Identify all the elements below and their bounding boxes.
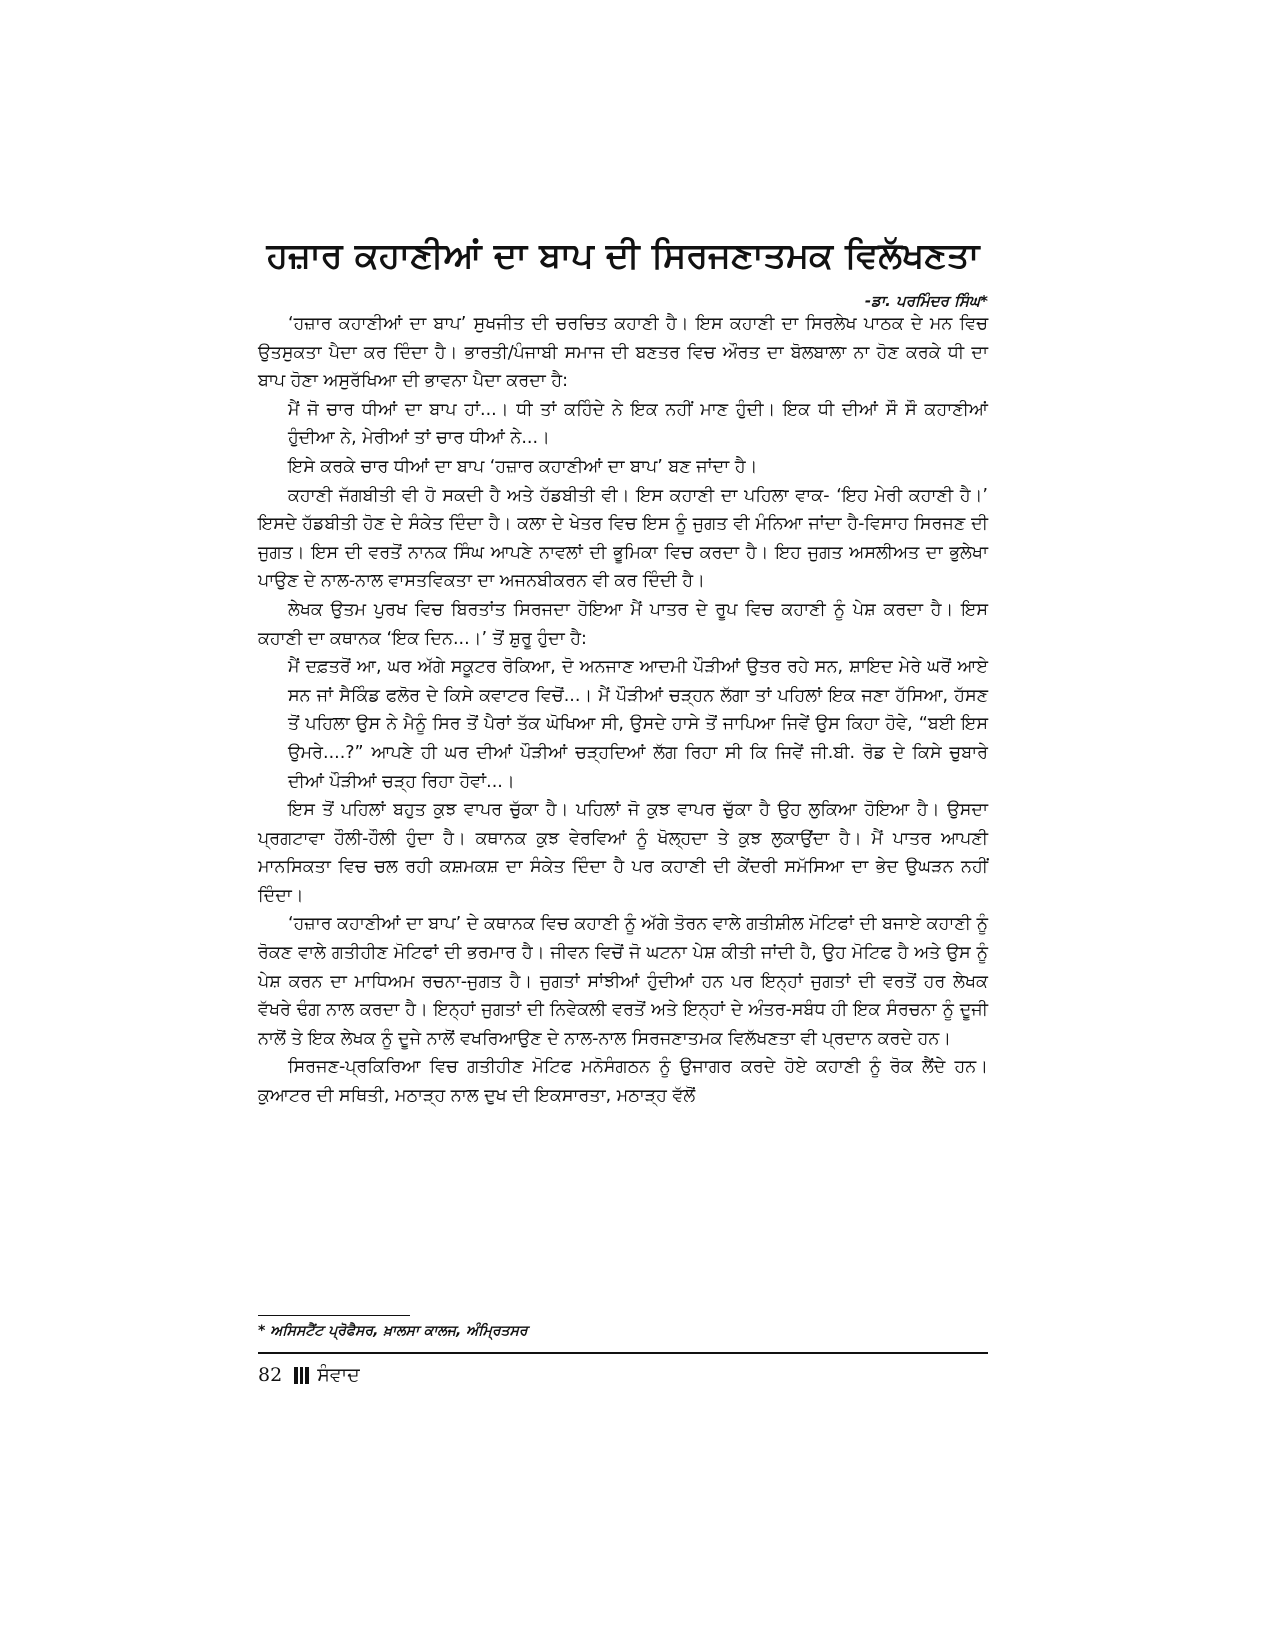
article-title: ਹਜ਼ਾਰ ਕਹਾਣੀਆਂ ਦਾ ਬਾਪ ਦੀ ਸਿਰਜਣਾਤਮਕ ਵਿਲੱਖਣਤਾ — [266, 236, 980, 276]
paragraph: ਲੇਖਕ ਉਤਮ ਪੁਰਖ ਵਿਚ ਬਿਰਤਾਂਤ ਸਿਰਜਦਾ ਹੋਇਆ ਮੈਂ ਪਾਤਰ ਦੇ ਰੂਪ ਵਿਚ ਕਹਾਣੀ ਨੂੰ ਪੇਸ਼ ਕਰਦਾ ਹੈ। ਇਸ ਕਹਾਣੀ ਦਾ ਕਥਾਨਕ ‘ਇਕ ਦਿਨ...।’ ਤੋਂ ਸ਼ੁਰੂ ਹੁੰਦਾ ਹੈ: — [258, 599, 988, 649]
paragraph: ਇਸ ਤੋਂ ਪਹਿਲਾਂ ਬਹੁਤ ਕੁਝ ਵਾਪਰ ਚੁੱਕਾ ਹੈ। ਪਹਿਲਾਂ ਜੋ ਕੁਝ ਵਾਪਰ ਚੁੱਕਾ ਹੈ ਉਹ ਲੁਕਿਆ ਹੋਇਆ ਹੈ। ਉਸਦਾ ਪ੍ਰਗਟਾਵਾ ਹੌਲੀ-ਹੌਲੀ ਹੁੰਦਾ ਹੈ। ਕਥਾਨਕ ਕੁਝ ਵੇਰਵਿਆਂ ਨੂੰ ਖੋਲ੍ਹਦਾ ਤੇ ਕੁਝ ਲੁਕਾਉਂਦਾ ਹੈ। ਮੈਂ ਪਾਤਰ ਆਪਣੀ ਮਾਨਸਿਕਤਾ ਵਿਚ ਚਲ ਰਹੀ ਕਸ਼ਮਕਸ਼ ਦਾ ਸੰਕੇਤ ਦਿੰਦਾ ਹੈ ਪਰ ਕਹਾਣੀ ਦੀ ਕੇਂਦਰੀ ਸਮੱਸਿਆ ਦਾ ਭੇਦ ਉਘੜਨ ਨਹੀਂ ਦਿੰਦਾ। — [258, 800, 988, 906]
block-quote: ਮੈਂ ਜੋ ਚਾਰ ਧੀਆਂ ਦਾ ਬਾਪ ਹਾਂ...। ਧੀ ਤਾਂ ਕਹਿੰਦੇ ਨੇ ਇਕ ਨਹੀਂ ਮਾਣ ਹੁੰਦੀ। ਇਕ ਧੀ ਦੀਆਂ ਸੌ ਸੌ ਕਹਾਣੀਆਂ ਹੁੰਦੀਆ ਨੇ, ਮੇਰੀਆਂ ਤਾਂ ਚਾਰ ਧੀਆਂ ਨੇ...। — [288, 399, 988, 449]
author-byline: -ਡਾ. ਪਰਮਿੰਦਰ ਸਿੰਘ* — [864, 292, 988, 310]
document-page — [258, 0, 988, 1650]
page-footer — [258, 1360, 360, 1390]
paragraph: ‘ਹਜ਼ਾਰ ਕਹਾਣੀਆਂ ਦਾ ਬਾਪ’ ਸੁਖਜੀਤ ਦੀ ਚਰਚਿਤ ਕਹਾਣੀ ਹੈ। ਇਸ ਕਹਾਣੀ ਦਾ ਸਿਰਲੇਖ ਪਾਠਕ ਦੇ ਮਨ ਵਿਚ ਉਤਸੁਕਤਾ ਪੈਦਾ ਕਰ ਦਿੰਦਾ ਹੈ। ਭਾਰਤੀ/ਪੰਜਾਬੀ ਸਮਾਜ ਦੀ ਬਣਤਰ ਵਿਚ ਔਰਤ ਦਾ ਬੋਲਬਾਲਾ ਨਾ ਹੋਣ ਕਰਕੇ ਧੀ ਦਾ ਬਾਪ ਹੋਣਾ ਅਸੁਰੱਖਿਆ ਦੀ ਭਾਵਨਾ ਪੈਦਾ ਕਰਦਾ ਹੈ: — [258, 314, 988, 392]
block-quote: ਮੈਂ ਦਫ਼ਤਰੋਂ ਆ, ਘਰ ਅੱਗੇ ਸਕੂਟਰ ਰੋਕਿਆ, ਦੋ ਅਨਜਾਣ ਆਦਮੀ ਪੌੜੀਆਂ ਉਤਰ ਰਹੇ ਸਨ, ਸ਼ਾਇਦ ਮੇਰੇ ਘਰੋਂ ਆਏ ਸਨ ਜਾਂ ਸੈਕਿੰਡ ਫਲੋਰ ਦੇ ਕਿਸੇ ਕਵਾਟਰ ਵਿਚੋਂ...। ਮੈਂ ਪੌੜੀਆਂ ਚੜ੍ਹਨ ਲੱਗਾ ਤਾਂ ਪਹਿਲਾਂ ਇਕ ਜਣਾ ਹੱਸਿਆ, ਹੱਸਣ ਤੋਂ ਪਹਿਲਾ ਉਸ ਨੇ ਮੈਨੂੰ ਸਿਰ ਤੋਂ ਪੈਰਾਂ ਤੱਕ ਘੋਖਿਆ ਸੀ, ਉਸਦੇ ਹਾਸੇ ਤੋਂ ਜਾਪਿਆ ਜਿਵੇਂ ਉਸ ਕਿਹਾ ਹੋਵੇ, “ਬਈ ਇਸ ਉਮਰੇ....?” ਆਪਣੇ ਹੀ ਘਰ ਦੀਆਂ ਪੌੜੀਆਂ ਚੜ੍ਹਦਿਆਂ ਲੱਗ ਰਿਹਾ ਸੀ ਕਿ ਜਿਵੇਂ ਜੀ.ਬੀ. ਰੋਡ ਦੇ ਕਿਸੇ ਚੁਬਾਰੇ ਦੀਆਂ ਪੌੜੀਆਂ ਚੜ੍ਹ ਰਿਹਾ ਹੋਵਾਂ...। — [288, 657, 988, 792]
paragraph: ‘ਹਜ਼ਾਰ ਕਹਾਣੀਆਂ ਦਾ ਬਾਪ’ ਦੇ ਕਥਾਨਕ ਵਿਚ ਕਹਾਣੀ ਨੂੰ ਅੱਗੇ ਤੋਰਨ ਵਾਲੇ ਗਤੀਸ਼ੀਲ ਮੋਟਿਫਾਂ ਦੀ ਬਜਾਏ ਕਹਾਣੀ ਨੂੰ ਰੋਕਣ ਵਾਲੇ ਗਤੀਹੀਣ ਮੋਟਿਫਾਂ ਦੀ ਭਰਮਾਰ ਹੈ। ਜੀਵਨ ਵਿਚੋਂ ਜੋ ਘਟਨਾ ਪੇਸ਼ ਕੀਤੀ ਜਾਂਦੀ ਹੈ, ਉਹ ਮੋਟਿਫ ਹੈ ਅਤੇ ਉਸ ਨੂੰ ਪੇਸ਼ ਕਰਨ ਦਾ ਮਾਧਿਅਮ ਰਚਨਾ-ਜੁਗਤ ਹੈ। ਜੁਗਤਾਂ ਸਾਂਝੀਆਂ ਹੁੰਦੀਆਂ ਹਨ ਪਰ ਇਨ੍ਹਾਂ ਜੁਗਤਾਂ ਦੀ ਵਰਤੋਂ ਹਰ ਲੇਖਕ ਵੱਖਰੇ ਢੰਗ ਨਾਲ ਕਰਦਾ ਹੈ। ਇਨ੍ਹਾਂ ਜੁਗਤਾਂ ਦੀ ਨਿਵੇਕਲੀ ਵਰਤੋਂ ਅਤੇ ਇਨ੍ਹਾਂ ਦੇ ਅੰਤਰ-ਸਬੰਧ ਹੀ ਇਕ ਸੰਰਚਨਾ ਨੂੰ ਦੂਜੀ ਨਾਲੋਂ ਤੇ ਇਕ ਲੇਖਕ ਨੂੰ ਦੂਜੇ ਨਾਲੋਂ ਵਖਰਿਆਉਣ ਦੇ ਨਾਲ-ਨਾਲ ਸਿਰਜਣਾਤਮਕ ਵਿਲੱਖਣਤਾ ਵੀ ਪ੍ਰਦਾਨ ਕਰਦੇ ਹਨ। — [258, 914, 988, 1049]
article-body — [258, 310, 988, 1111]
journal-bars-icon — [294, 1366, 311, 1384]
page-number: 82 — [258, 1364, 283, 1386]
paragraph: ਸਿਰਜਣ-ਪ੍ਰਕਿਰਿਆ ਵਿਚ ਗਤੀਹੀਣ ਮੋਟਿਫ ਮਨੋਸੰਗਠਨ ਨੂੰ ਉਜਾਗਰ ਕਰਦੇ ਹੋਏ ਕਹਾਣੀ ਨੂੰ ਰੋਕ ਲੈਂਦੇ ਹਨ। ਕੁਆਟਰ ਦੀ ਸਥਿਤੀ, ਮਠਾੜ੍ਹ ਨਾਲ ਦੁਖ ਦੀ ਇਕਸਾਰਤਾ, ਮਠਾੜ੍ਹ ਵੱਲੋਂ — [258, 1057, 988, 1107]
paragraph: ਕਹਾਣੀ ਜੱਗਬੀਤੀ ਵੀ ਹੋ ਸਕਦੀ ਹੈ ਅਤੇ ਹੱਡਬੀਤੀ ਵੀ। ਇਸ ਕਹਾਣੀ ਦਾ ਪਹਿਲਾ ਵਾਕ- ‘ਇਹ ਮੇਰੀ ਕਹਾਣੀ ਹੈ।’ ਇਸਦੇ ਹੱਡਬੀਤੀ ਹੋਣ ਦੇ ਸੰਕੇਤ ਦਿੰਦਾ ਹੈ। ਕਲਾ ਦੇ ਖੇਤਰ ਵਿਚ ਇਸ ਨੂੰ ਜੁਗਤ ਵੀ ਮੰਨਿਆ ਜਾਂਦਾ ਹੈ-ਵਿਸਾਹ ਸਿਰਜਣ ਦੀ ਜੁਗਤ। ਇਸ ਦੀ ਵਰਤੋਂ ਨਾਨਕ ਸਿੰਘ ਆਪਣੇ ਨਾਵਲਾਂ ਦੀ ਭੂਮਿਕਾ ਵਿਚ ਕਰਦਾ ਹੈ। ਇਹ ਜੁਗਤ ਅਸਲੀਅਤ ਦਾ ਭੁਲੇਖਾ ਪਾਉਣ ਦੇ ਨਾਲ-ਨਾਲ ਵਾਸਤਵਿਕਤਾ ਦਾ ਅਜਨਬੀਕਰਨ ਵੀ ਕਰ ਦਿੰਦੀ ਹੈ। — [258, 485, 988, 592]
footnote: * ਅਸਿਸਟੈਂਟ ਪ੍ਰੋਫੈਸਰ, ਖ਼ਾਲਸਾ ਕਾਲਜ, ਅੰਮ੍ਰਿਤਸਰ — [258, 1323, 528, 1339]
paragraph: ਇਸੇ ਕਰਕੇ ਚਾਰ ਧੀਆਂ ਦਾ ਬਾਪ ‘ਹਜ਼ਾਰ ਕਹਾਣੀਆਂ ਦਾ ਬਾਪ’ ਬਣ ਜਾਂਦਾ ਹੈ। — [288, 456, 758, 477]
journal-name: ਸੰਵਾਦ — [317, 1364, 360, 1386]
footer-divider — [258, 1352, 988, 1354]
footnote-divider — [258, 1315, 410, 1316]
